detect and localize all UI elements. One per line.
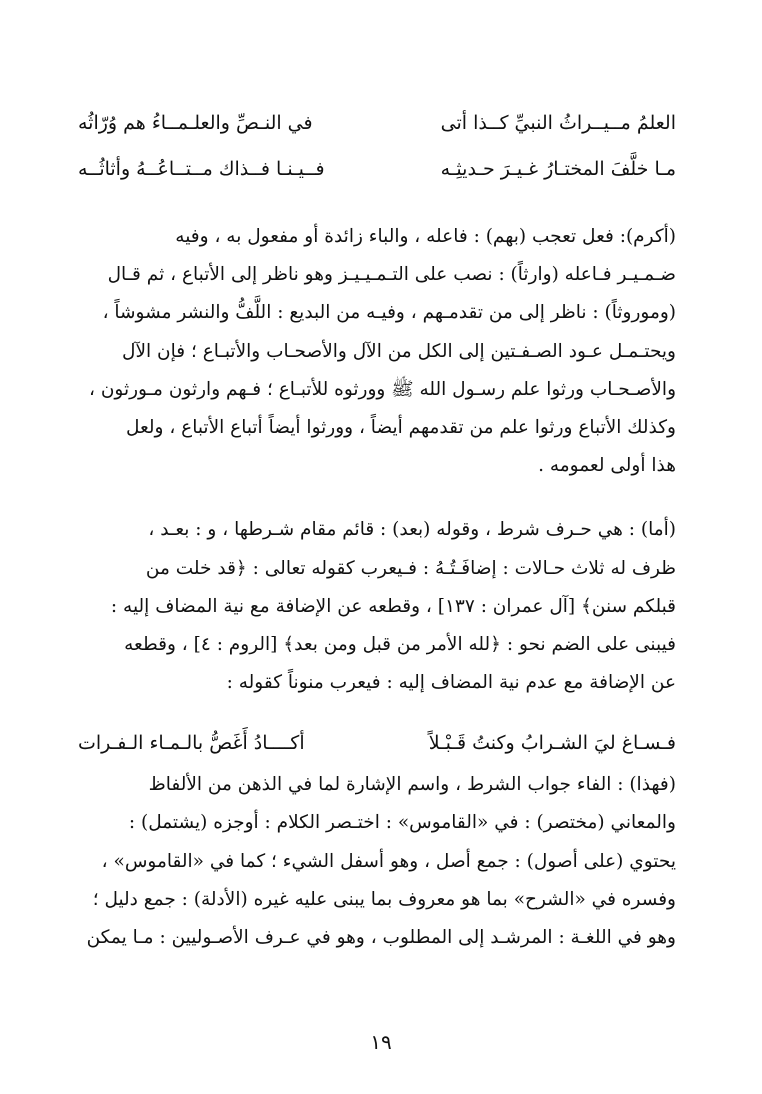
paragraph-fahadha [78,766,676,957]
text-line: وكذلك الأتباع ورثوا علم من تقدمهم أيضاً ، وورثوا أيضاً أتباع الأتباع ، ولعل [125,416,676,438]
text-line: والمعاني (مختصر) : في «القاموس» : اختـصر الكلام : أوجزه (يشتمل) : [128,812,676,834]
paragraph-amma [78,511,676,702]
text-line: والأصـحـاب ورثوا علم رسـول الله ﷺ وورثوه للأتبـاع ؛ فـهم وارثون مـورثون ، [88,378,676,400]
verse-first-hemistich: مـا خلَّفَ المختـارُ غـيـرَ حـديثِـه [440,158,676,180]
text-line: قبلكم سنن﴾ [آل عمران : ١٣٧] ، وقطعه عن الإضافة مع نية المضاف إليه : [110,595,676,617]
text-line: (أكرم): فعل تعجب (بهم) : فاعله ، والباء زائدة أو مفعول به ، وفيه [175,226,676,247]
verse-second-hemistich: فــيـنـا فــذاك مــتــاعُــهُ وأثاثُــه [78,158,325,180]
verse-second-hemistich: أكــــادُ أَغَصُّ بالـمـاء الـفـرات [78,732,305,755]
text-line: يحتوي (على أصول) : جمع أصل ، وهو أسفل الشيء ؛ كما في «القاموس» ، [101,850,676,872]
text-line: فيبنى على الضم نحو : ﴿لله الأمر من قبل ومن بعد﴾ [الروم : ٤] ، وقطعه [124,633,676,655]
text-line: هذا أولى لعمومه . [538,455,676,477]
paragraph-akram [78,218,676,485]
verse-block-top [78,100,676,192]
verse-line [78,100,676,146]
verse-line-middle [78,720,676,766]
text-line: وهو في اللغـة : المرشـد إلى المطلوب ، وهو في عـرف الأصـوليين : مـا يمكن [86,927,676,948]
verse-first-hemistich: العلمُ مــيــراثُ النبيِّ كــذا أتى [440,112,676,134]
text-line: عن الإضافة مع عدم نية المضاف إليه : فيعرب منوناً كقوله : [226,672,676,694]
text-line: ظرف له ثلاث حـالات : إضافَـتُـهُ : فـيعرب كقوله تعالى : ﴿قد خلت من [145,557,676,579]
text-line: ضـمـيـر فـاعله (وارثاً) : نصب على التـمـيـيـز وهو ناظر إلى الأتباع ، ثم قـال [107,264,676,286]
text-line: (فهذا) : الفاء جواب الشرط ، واسم الإشارة لما في الذهن من الألفاظ [148,774,676,796]
page-body [78,100,676,957]
verse-second-hemistich: في النـصِّ والعلـمــاءُ هم وُرّاثُه [78,112,313,134]
text-line: (وموروثاً) : ناظر إلى من تقدمـهم ، وفيـه من البديع : اللَّفُّ والنشر مشوشاً ، [102,302,676,324]
verse-line [78,146,676,192]
text-line: وفسره في «الشرح» بما هو معروف بما يبنى عليه غيره (الأدلة) : جمع دليل ؛ [92,888,676,910]
verse-first-hemistich: فـسـاغ ليَ الشـرابُ وكنتُ قَـبْـلاً [428,732,676,755]
text-line: ويحتـمـل عـود الصـفـتين إلى الكل من الآل والأصحـاب والأتبـاع ؛ فإن الآل [122,340,676,362]
text-line: (أما) : هي حـرف شرط ، وقوله (بعد) : قائم مقام شـرطها ، و : بعـد ، [148,519,676,541]
page-number: ١٩ [370,1030,392,1054]
